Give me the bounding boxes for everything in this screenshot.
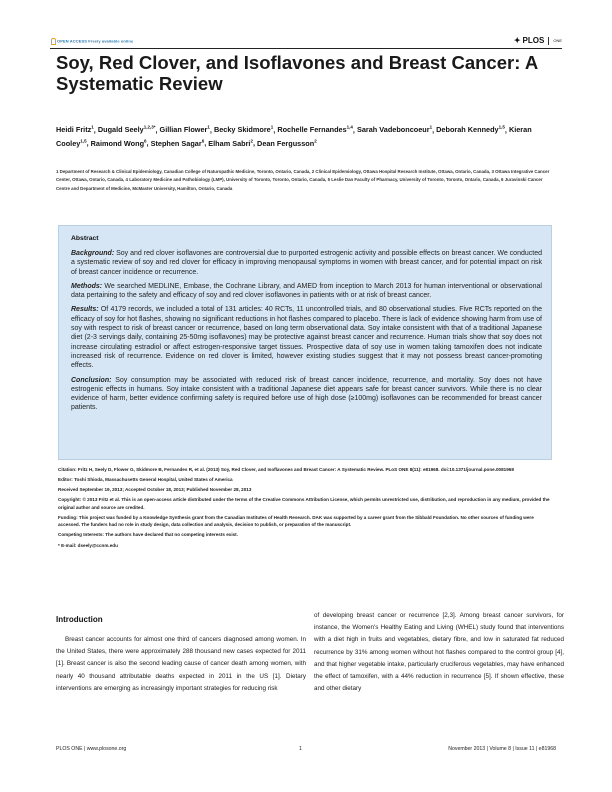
author-name: Rochelle Fernandes$^{1,4}$ [277,125,353,135]
section-text: Soy and red clover isoflavones are controversial due to purported estrogenic activity and possible effects on breast cancer. We conducted a systematic review of soy and red clover for efficacy in improving menopausal symptoms in women with breast cancer, and for potential impact on risk of breast cancer incidence or recurrence. [71,250,542,276]
editor: Editor: Toshi Shioda, Massachusetts General Hospital, United States of America [58,477,233,483]
page-header [50,36,562,48]
citation: Citation: Fritz H, Seely D, Flower G, Skidmore B, Fernandes R, et al. (2013) Soy, Red Clover, and Isoflavones and Breast Cancer: A Systematic Review. PLoS ONE 8(11): e81968. doi:10.1371/journal.pone.0081968 [58,467,514,472]
introduction-right-column: of developing breast cancer or recurrence [2,3]. Among breast cancer survivors, for instance, the Women's Healthy Eating and Living (WHEL) study found that interventions with a diet high in fruits and vegetables, dietary fibre, and low in saturated fat reduced recurrence by 31% among women without hot flashes compared to the control group [4], and that higher vegetable intake, particularly cruciferous vegetables, may have enhanced the effect of tamoxifen, with a 44% reduction in recurrence [5]. If shown effective, these and other dietary [314,612,564,693]
footer-issue: November 2013 | Volume 8 | Issue 11 | e81968 [448,746,556,752]
author-affiliation-marker: 1 [270,125,274,130]
author-name: Kieran Cooley$^{1,5}$ [56,125,532,148]
affiliations: 1 Department of Research & Clinical Epidemiology, Canadian College of Naturopathic Medicine, Toronto, Ontario, Canada, 2 Clinical Epidemiology, Ottawa Hospital Research Institute, Ottawa, Ontario, Canada, 3 Ottawa Integrative Cancer Center, Ottawa, Ontario, Canada, 4 Laboratory Medicine and Pathobiology (LMP), University of Toronto, Toronto, Ontario, Canada, 5 Leslie Dan Faculty of Pharmacy, University of Toronto, Toronto, Ontario, Canada, 6 Juravinski Cancer Centre and Department of Medicine, McMaster University, Hamilton, Ontario, Canada [56,169,550,191]
footer-journal[interactable]: PLOS ONE | www.plosone.org [56,746,127,752]
author-name: Sarah Vadeboncoeur$^1$ [356,125,433,135]
page-number: 1 [299,746,302,752]
open-access-label [50,38,133,45]
section-label: Results: [71,306,99,314]
author-list: Heidi Fritz$^1$, Dugald Seely$^{1,2,3*}$, Gillian Flower$^1$, Becky Skidmore$^1$, Rochelle Fernandes$^{1,4}$, Sarah Vadeboncoeur$^1$, Deborah Kennedy$^{1,5}$, Kieran Cooley$^{1,5}$, Raimond Wong$^6$, Stephen Sagar$^6$, Elham Sabri$^2$, Dean Fergusson$^2$ [56,125,532,148]
author-affiliation-marker: 1,2,3* [143,125,156,130]
article-title: Soy, Red Clover, and Isoflavones and Breast Cancer: A Systematic Review [56,52,538,94]
author-name: Stephen Sagar$^6$ [150,138,205,148]
abstract-box [58,225,552,460]
author-affiliation-marker: 1 [429,125,433,130]
author-name: Deborah Kennedy$^{1,5}$ [436,125,505,135]
abstract-heading: Abstract [71,235,99,242]
abstract-background [71,249,542,277]
author-name: Gillian Flower$^1$ [159,125,210,135]
journal-logo [514,36,562,45]
author-name: Raimond Wong$^6$ [90,138,147,148]
open-access-text: OPEN ACCESS Freely available online [57,38,134,44]
author-affiliation-marker: 1 [207,125,210,130]
introduction-left-column: Breast cancer accounts for almost one third of cancers diagnosed among women. In the United States, there were approximately 288 thousand new cases expected for 2011 [1]. Breast cancer is also the second leading cause of cancer death among women, with nearly 40 thousand attributable deaths expected in 2011 in the US [1]. Dietary interventions are emerging as increasingly important strategies for reducing risk [56,636,306,692]
article-metadata [58,466,552,552]
section-text: Soy consumption may be associated with reduced risk of breast cancer incidence, recurrence, and mortality. Soy does not have estrogenic effects in humans. Soy intake consistent with a traditional Japanese diet appears safe for breast cancer survivors. While there is no clear evidence of harm, better evidence confirming safety is required before use of high dose (≥100mg) isoflavones can be recommended for breast cancer patients. [71,376,543,412]
author-name: Elham Sabri$^2$ [208,138,253,148]
header-rule [50,48,562,49]
section-label: Methods: [71,282,103,290]
author-affiliation-marker: 2 [250,138,253,144]
corresponding-email[interactable]: * E-mail: dseely@ccnm.edu [58,542,118,548]
author-affiliation-marker: 6 [201,138,205,144]
journal-sub-text: ONE [553,38,562,43]
author-name: Dean Fergusson$^2$ [257,138,317,148]
section-text: We searched MEDLINE, Embase, the Cochrane Library, and AMED from inception to March 2013 for human interventional or observational data pertaining to the safety and efficacy of soy and red clover isoflavones in patients with or at risk of breast cancer. [71,282,542,300]
journal-logo-text: PLOS [522,36,545,45]
open-lock-icon [51,38,56,45]
author-affiliation-marker: 6 [144,138,147,144]
funding: Funding: This project was funded by a Knowledge Synthesis grant from the Canadian Institutes of Health Research. DAK was supported by a career grant from the Sibbald Foundation. No other sources of funding were accessed. The funders had no role in study design, data collection and analysis, decision to publish, or preparation of the manuscript. [58,514,534,528]
abstract-conclusion [71,376,542,413]
author-affiliation-marker: 2 [314,138,317,144]
author-affiliation-marker: 1,4 [346,125,353,130]
author-name: Becky Skidmore$^1$ [213,125,274,135]
plos-mark-icon: ✦ [513,36,521,45]
author-affiliation-marker: 1,5 [80,138,87,144]
introduction-heading: Introduction [56,615,103,624]
dates: Received September 19, 2013; Accepted October 18, 2013; Published November 28, 2013 [58,487,252,493]
abstract-methods [71,282,542,301]
competing-interests: Competing Interests: The authors have declared that no competing interests exist. [58,532,238,538]
section-label: Conclusion: [71,376,112,384]
section-label: Background: [71,250,115,257]
section-text: Of 4179 records, we included a total of 131 articles: 40 RCTs, 11 uncontrolled trials, and 80 observational studies. Five RCTs reported on the efficacy of soy for hot flashes, showing no significant reductions in hot flashes compared to placebo. There is lack of evidence showing harm from use of soy with respect to risk of breast cancer or recurrence, based on long term observational data. Soy intake consistent with that of a traditional Japanese diet (2-3 servings daily, containing 25-50mg isoflavones) may be protective against breast cancer and recurrence. Human trials show that soy does not increase circulating estradiol or affect estrogen-responsive target tissues. Prospective data of soy use in women taking tamoxifen does not indicate increased risk of recurrence. Evidence on red clover is limited, however existing studies suggest that it may not possess breast cancer-promoting effects. [71,306,542,370]
copyright: Copyright: © 2013 Fritz et al. This is an open-access article distributed under the terms of the Creative Commons Attribution License, which permits unrestricted use, distribution, and reproduction in any medium, provided the original author and source are credited. [58,497,550,510]
author-affiliation-marker: 1,5 [498,125,505,130]
author-affiliation-marker: 1 [91,125,94,130]
abstract-results [71,305,542,370]
author-name: Dugald Seely$^{1,2,3*}$ [97,125,156,135]
author-name: Heidi Fritz$^1$ [56,125,94,135]
logo-divider [548,37,549,45]
